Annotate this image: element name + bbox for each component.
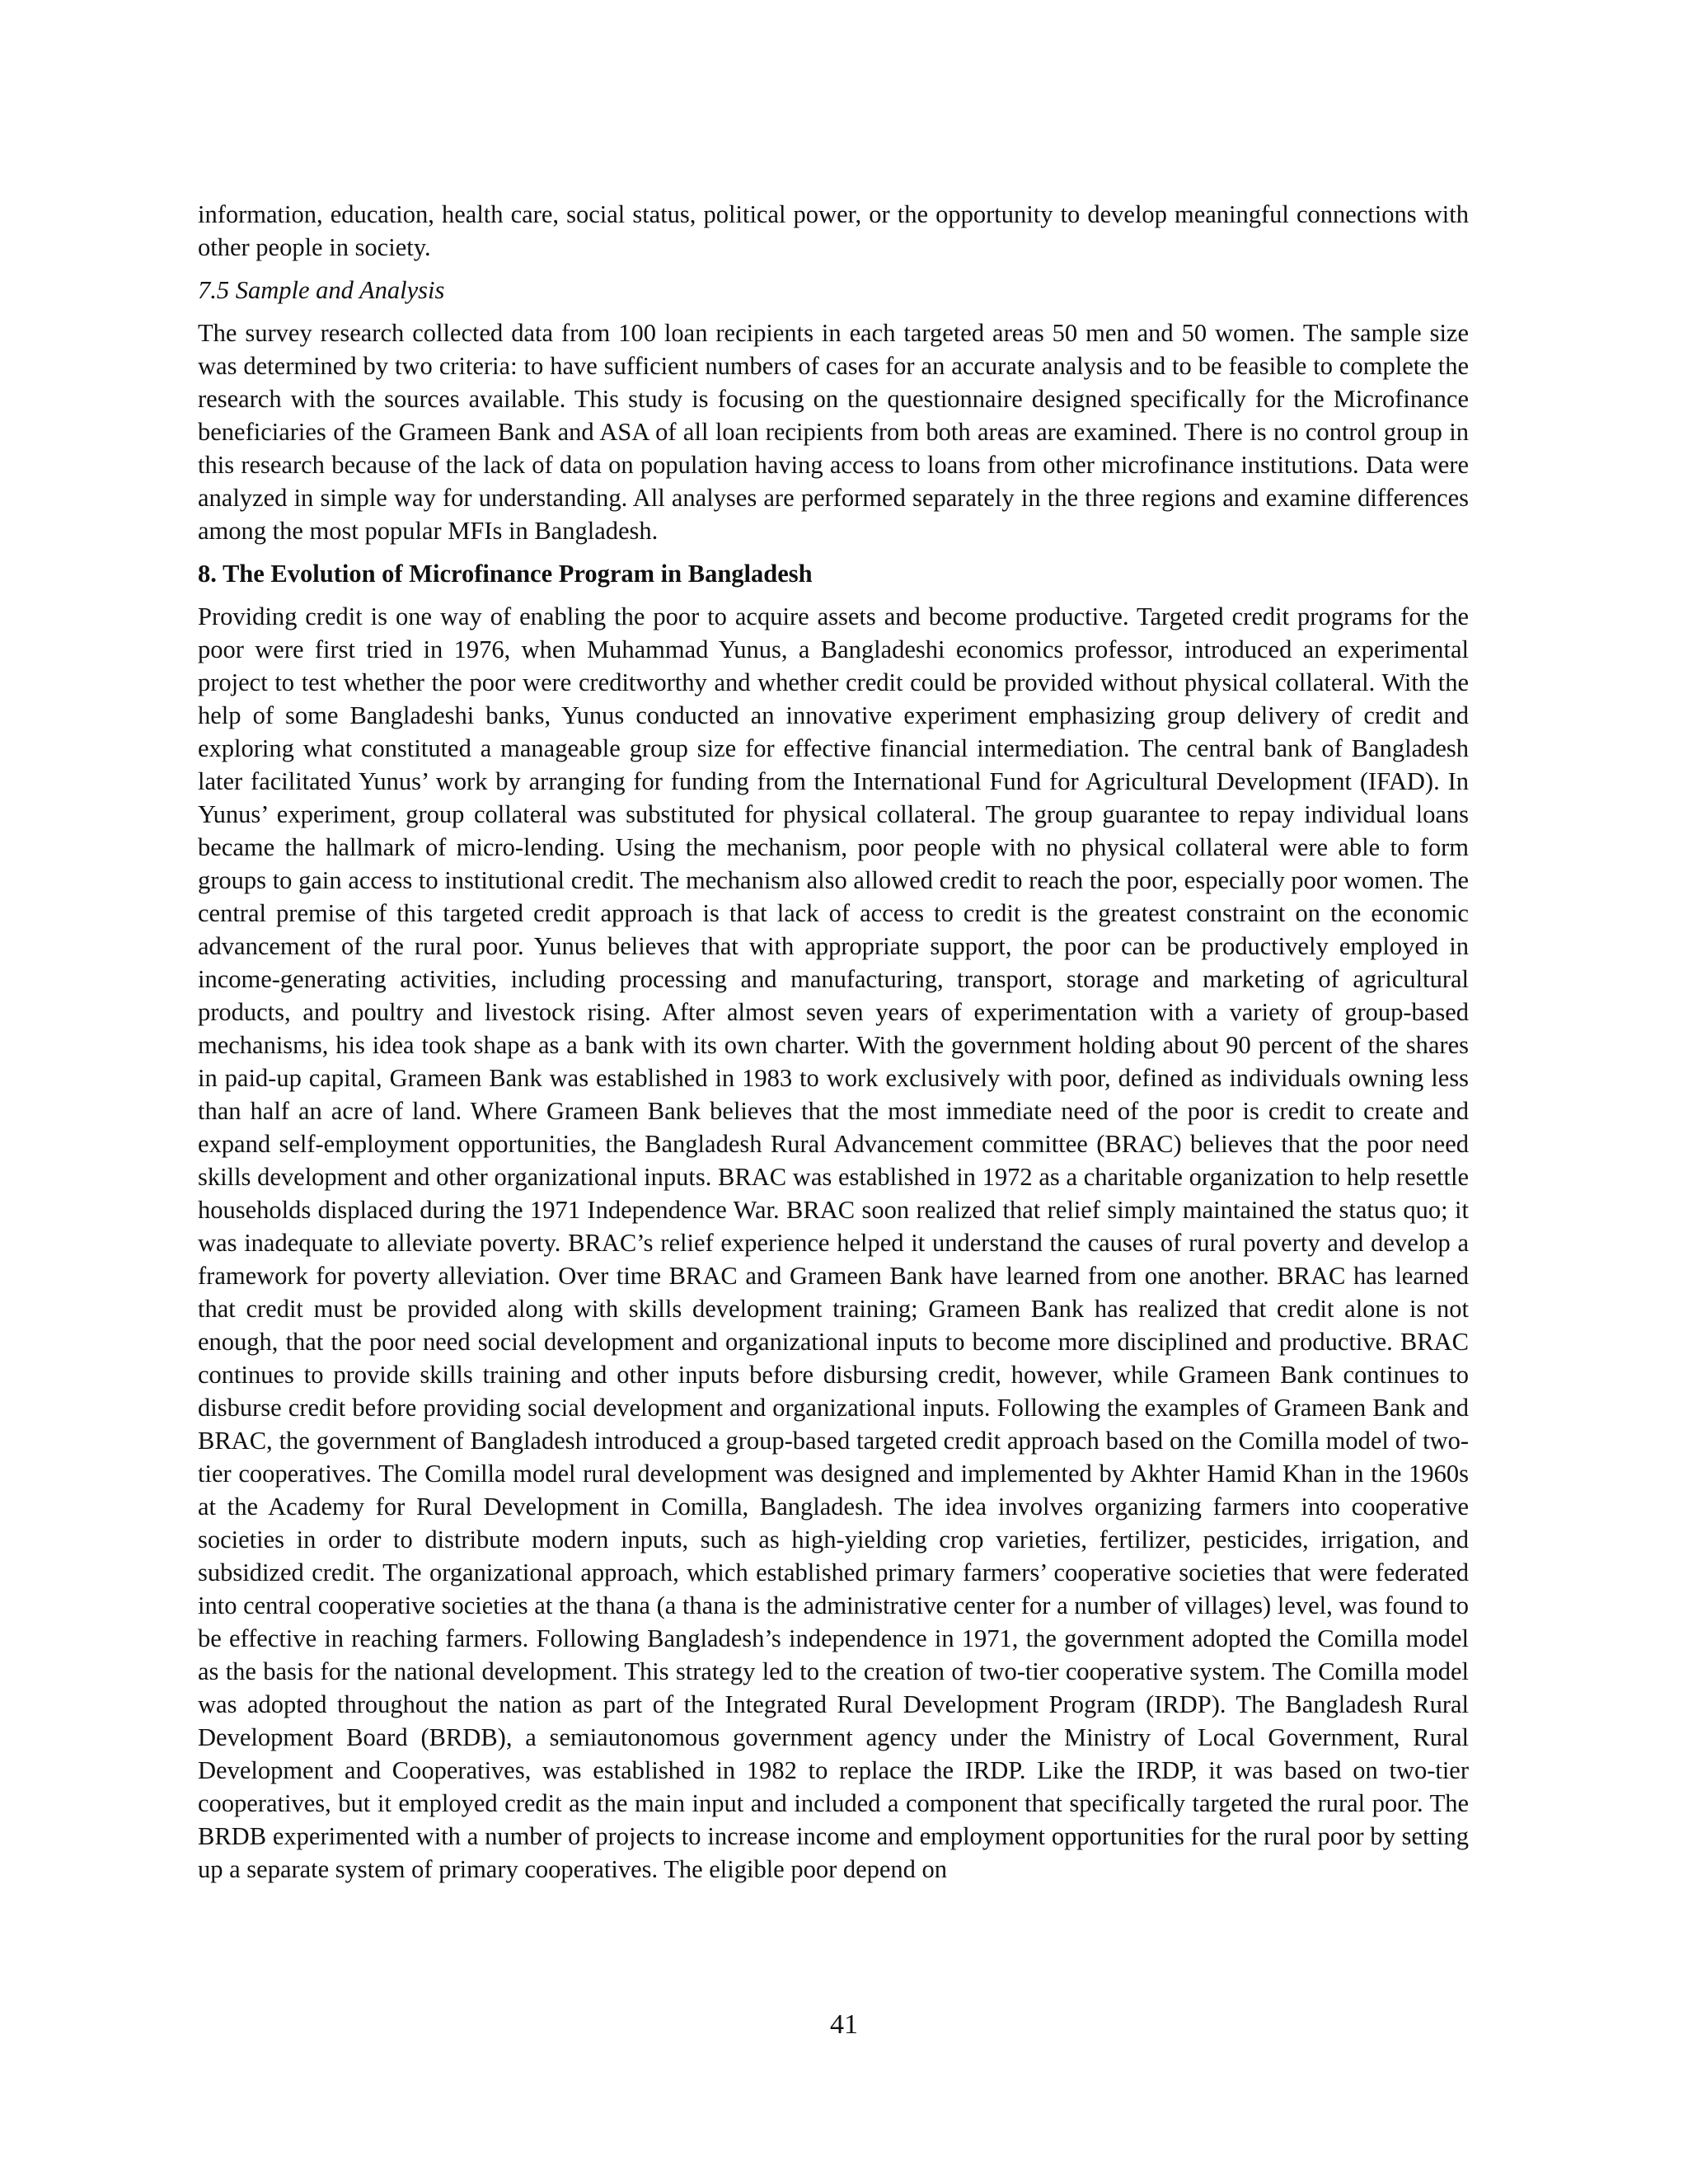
subsection-heading: 7.5 Sample and Analysis	[198, 276, 445, 304]
continued-paragraph: information, education, health care, social status, political power, or the opportunity to develop meaningful connections with other people in society.	[198, 200, 1469, 261]
section-heading: 8. The Evolution of Microfinance Program in Bangladesh	[198, 560, 813, 588]
page-body	[198, 198, 1469, 1886]
sample-paragraph: The survey research collected data from 100 loan recipients in each targeted areas 50 men and 50 women. The sample size was determined by two criteria: to have sufficient numbers of cases for an accurate analysis and to be feasible to complete the research with the sources available. This study is focusing on the questionnaire designed specifically for the Microfinance beneficiaries of the Grameen Bank and ASA of all loan recipients from both areas are examined. There is no control group in this research because of the lack of data on population having access to loans from other microfinance institutions. Data were analyzed in simple way for understanding. All analyses are performed separately in the three regions and examine differences among the most popular MFIs in Bangladesh.	[198, 319, 1469, 545]
evolution-paragraph: Providing credit is one way of enabling the poor to acquire assets and become productive. Targeted credit programs for the poor were first tried in 1976, when Muhammad Yunus, a Bangladeshi economics professor, introduced an experimental project to test whether the poor were creditworthy and whether credit could be provided without physical collateral. With the help of some Bangladeshi banks, Yunus conducted an innovative experiment emphasizing group delivery of credit and exploring what constituted a manageable group size for effective financial intermediation. The central bank of Bangladesh later facilitated Yunus’ work by arranging for funding from the International Fund for Agricultural Development (IFAD). In Yunus’ experiment, group collateral was substituted for physical collateral. The group guarantee to repay individual loans became the hallmark of micro-lending. Using the mechanism, poor people with no physical collateral were able to form groups to gain access to institutional credit. The mechanism also allowed credit to reach the poor, especially poor women. The central premise of this targeted credit approach is that lack of access to credit is the greatest constraint on the economic advancement of the rural poor. Yunus believes that with appropriate support, the poor can be productively employed in income-generating activities, including processing and manufacturing, transport, storage and marketing of agricultural products, and poultry and livestock rising. After almost seven years of experimentation with a variety of group-based mechanisms, his idea took shape as a bank with its own charter. With the government holding about 90 percent of the shares in paid-up capital, Grameen Bank was established in 1983 to work exclusively with poor, defined as individuals owning less than half an acre of land. Where Grameen Bank believes that the most immediate need of the poor is credit to create and expand self-employment opportunities, the Bangladesh Rural Advancement committee (BRAC) believes that the poor need skills development and other organizational inputs. BRAC was established in 1972 as a charitable organization to help resettle households displaced during the 1971 Independence War. BRAC soon realized that relief simply maintained the status quo; it was inadequate to alleviate poverty. BRAC’s relief experience helped it understand the causes of rural poverty and develop a framework for poverty alleviation. Over time BRAC and Grameen Bank have learned from one another. BRAC has learned that credit must be provided along with skills development training; Grameen Bank has realized that credit alone is not enough, that the poor need social development and organizational inputs to become more disciplined and productive. BRAC continues to provide skills training and other inputs before disbursing credit, however, while Grameen Bank continues to disburse credit before providing social development and organizational inputs. Following the examples of Grameen Bank and BRAC, the government of Bangladesh introduced a group-based targeted credit approach based on the Comilla model of two-tier cooperatives. The Comilla model rural development was designed and implemented by Akhter Hamid Khan in the 1960s at the Academy for Rural Development in Comilla, Bangladesh. The idea involves organizing farmers into cooperative societies in order to distribute modern inputs, such as high-yielding crop varieties, fertilizer, pesticides, irrigation, and subsidized credit. The organizational approach, which established primary farmers’ cooperative societies that were federated into central cooperative societies at the thana (a thana is the administrative center for a number of villages) level, was found to be effective in reaching farmers. Following Bangladesh’s independence in 1971, the government adopted the Comilla model as the basis for the national development. This strategy led to the creation of two-tier cooperative system. The Comilla model was adopted throughout the nation as part of the Integrated Rural Development Program (IRDP). The Bangladesh Rural Development Board (BRDB), a semiautonomous government agency under the Ministry of Local Government, Rural Development and Cooperatives, was established in 1982 to replace the IRDP. Like the IRDP, it was based on two-tier cooperatives, but it employed credit as the main input and included a component that specifically targeted the rural poor. The BRDB experimented with a number of projects to increase income and employment opportunities for the rural poor by setting up a separate system of primary cooperatives. The eligible poor depend on	[198, 602, 1469, 1883]
page-number: 41	[830, 2009, 858, 2040]
